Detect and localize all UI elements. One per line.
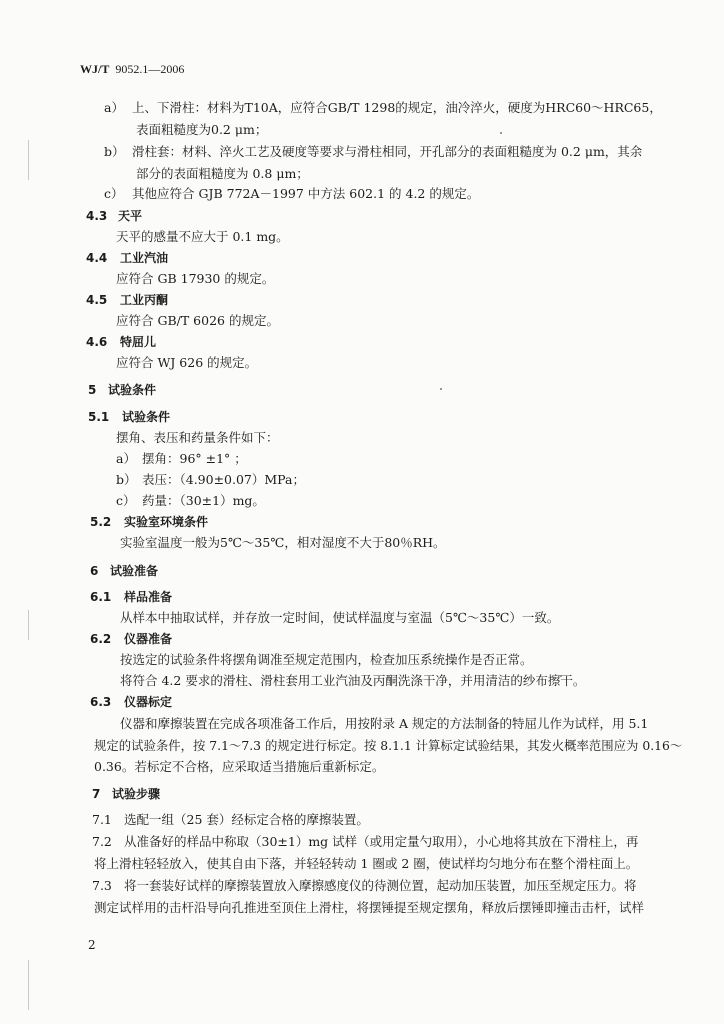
section-4-6-number: 4.6 — [86, 335, 108, 349]
item-b-label: b） — [104, 144, 125, 159]
section-5-1-a-label: a） — [116, 451, 136, 466]
std-number: 9052.1—2006 — [115, 62, 185, 76]
section-6-2-title: 仪器准备 — [124, 632, 173, 646]
item-b-line-2: 部分的表面粗糙度为 0.8 μm； — [136, 166, 309, 181]
section-5-1-a: 摆角：96° ±1° ； — [142, 451, 247, 466]
section-6-title: 试验准备 — [110, 564, 159, 578]
section-4-6-body: 应符合 WJ 626 的规定。 — [116, 355, 258, 370]
section-5-1-c: 药量：（30±1）mg。 — [142, 493, 265, 508]
section-5-1-intro: 摆角、表压和药量条件如下： — [116, 430, 279, 445]
item-a-label: a） — [104, 100, 124, 115]
document-header — [80, 62, 184, 77]
scan-speck — [500, 132, 502, 134]
section-6-3-body-3: 0.36。若标定不合格，应采取适当措施后重新标定。 — [94, 759, 385, 774]
section-7-2-number: 7.2 — [92, 834, 112, 849]
section-7-number: 7 — [92, 787, 101, 801]
section-4-5-number: 4.5 — [86, 293, 108, 307]
section-7-title: 试验步骤 — [112, 787, 161, 801]
section-4-5-title: 工业丙酮 — [120, 293, 169, 307]
section-4-4-title: 工业汽油 — [120, 251, 169, 265]
section-5-1-b: 表压：（4.90±0.07）MPa； — [142, 472, 305, 487]
scan-speck — [440, 388, 442, 390]
item-a-line-2: 表面粗糙度为0.2 μm； — [136, 122, 268, 137]
item-c-text: 其他应符合 GJB 772A－1997 中方法 602.1 的 4.2 的规定。 — [132, 186, 480, 201]
section-6-number: 6 — [90, 564, 99, 578]
section-4-6-title: 特屈儿 — [120, 335, 157, 349]
section-6-2-body-2: 将符合 4.2 要求的滑柱、滑柱套用工业汽油及丙酮洗涤干净，并用清洁的纱布擦干。 — [120, 673, 586, 688]
section-6-1-number: 6.1 — [90, 590, 112, 604]
section-4-4-number: 4.4 — [86, 251, 108, 265]
section-6-3-body-2: 规定的试验条件，按 7.1～7.3 的规定进行标定。按 8.1.1 计算标定试验结果，其发火概率范围应为 0.16～ — [94, 738, 683, 753]
section-5-2-number: 5.2 — [90, 515, 112, 529]
section-4-3-number: 4.3 — [86, 209, 108, 223]
section-5-1-number: 5.1 — [88, 410, 110, 424]
section-7-1-number: 7.1 — [92, 812, 112, 827]
section-6-2-body-1: 按选定的试验条件将摆角调准至规定范围内，检查加压系统操作是否正常。 — [120, 652, 533, 667]
section-5-title: 试验条件 — [108, 383, 157, 397]
section-6-1-body: 从样本中抽取试样，并存放一定时间，使试样温度与室温（5℃～35℃）一致。 — [120, 610, 560, 625]
scan-edge-line — [28, 960, 29, 1010]
section-6-3-number: 6.3 — [90, 695, 112, 709]
section-7-2-body-1: 从准备好的样品中称取（30±1）mg 试样（或用定量勺取用），小心地将其放在下滑柱上，再 — [124, 834, 639, 849]
section-4-4-body: 应符合 GB 17930 的规定。 — [116, 271, 275, 286]
section-6-3-body-1: 仪器和摩擦装置在完成各项准备工作后，用按附录 A 规定的方法制备的特屈儿作为试样，用 5.1 — [120, 716, 649, 731]
section-5-1-title: 试验条件 — [122, 410, 171, 424]
section-6-3-title: 仪器标定 — [124, 695, 173, 709]
item-a-line-1: 上、下滑柱：材料为T10A，应符合GB/T 1298的规定，油冷淬火，硬度为HRC60～HRC65， — [132, 100, 662, 115]
section-4-3-body: 天平的感量不应大于 0.1 mg。 — [116, 229, 289, 244]
section-5-2-body: 实验室温度一般为5℃～35℃，相对湿度不大于80％RH。 — [120, 535, 446, 550]
section-4-5-body: 应符合 GB/T 6026 的规定。 — [116, 313, 279, 328]
section-7-1-body: 选配一组（25 套）经标定合格的摩擦装置。 — [124, 812, 369, 827]
scan-edge-line — [28, 140, 29, 180]
section-5-number: 5 — [88, 383, 97, 397]
item-c-label: c） — [104, 186, 124, 201]
section-5-1-c-label: c） — [116, 493, 136, 508]
std-code: WJ/T — [80, 62, 110, 76]
section-7-2-body-2: 将上滑柱轻轻放入，使其自由下落，并轻轻转动 1 圈或 2 圈，使试样均匀地分布在整个滑柱面上。 — [94, 856, 639, 871]
section-7-3-body-1: 将一套装好试样的摩擦装置放入摩擦感度仪的待测位置，起动加压装置，加压至规定压力。将 — [124, 878, 637, 893]
scan-edge-line — [28, 610, 29, 640]
section-4-3-title: 天平 — [118, 209, 143, 223]
item-b-line-1: 滑柱套：材料、淬火工艺及硬度等要求与滑柱相同，开孔部分的表面粗糙度为 0.2 μm，其余 — [132, 144, 643, 159]
section-5-1-b-label: b） — [116, 472, 137, 487]
section-5-2-title: 实验室环境条件 — [124, 515, 209, 529]
section-6-2-number: 6.2 — [90, 632, 112, 646]
section-7-3-number: 7.3 — [92, 878, 112, 893]
page-number: 2 — [88, 938, 96, 952]
section-7-3-body-2: 测定试样用的击杆沿导向孔推进至顶住上滑柱，将摆锤提至规定摆角，释放后摆锤即撞击击杆，试样 — [94, 900, 645, 915]
section-6-1-title: 样品准备 — [124, 590, 173, 604]
